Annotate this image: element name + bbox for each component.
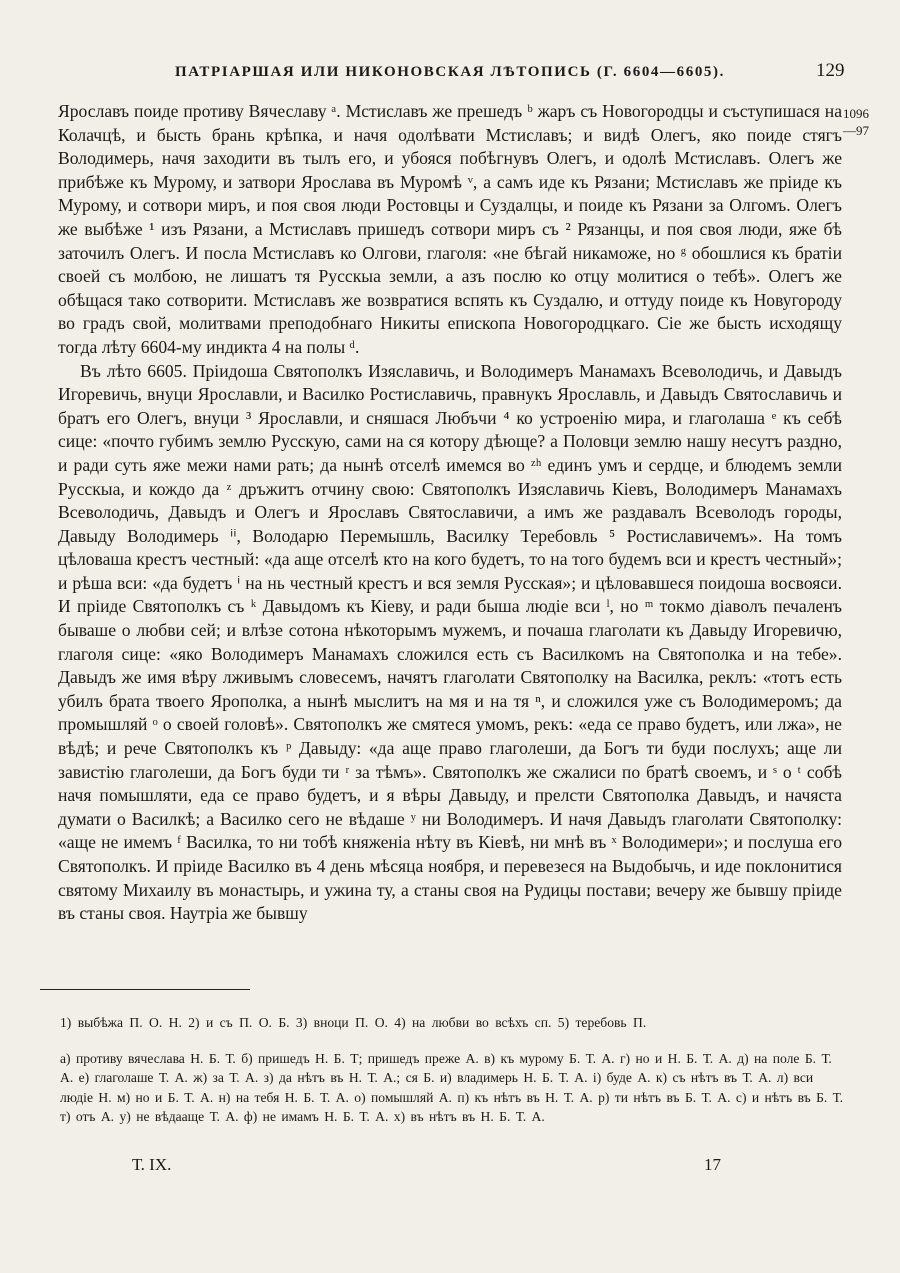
page-number: 129 [816,60,845,81]
running-title: ПАТРІАРШАЯ ИЛИ НИКОНОВСКАЯ ЛѢТОПИСЬ (Г. 6604—6605). [175,64,725,80]
main-text [58,100,842,926]
footnote-divider [40,989,250,990]
sheet-signature: 17 [704,1155,721,1174]
margin-year-bottom: —97 [843,123,869,138]
footnotes-lettered: а) противу вячеслава Н. Б. Т. б) пришедъ Н. Б. Т; пришедъ преже А. в) къ мурому Б. Т. А. г) но и Н. Б. Т. А. д) на поле Б. Т. А. е) глаголаше Т. А. ж) за Т. А. з) да нѣтъ въ Н. Т. А.; ся Б. и) владимерь Н. Б. Т. А. і) буде А. к) съ нѣтъ въ Т. А. л) вси людіе Н. м) но и Б. Т. А. н) на тебя Н. Б. Т. А. о) помышляй А. п) къ нѣтъ въ Н. Т. А. р) ти нѣтъ въ Б. Т. А. с) и нѣтъ въ Б. Т. т) отъ А. у) не вѣдааще Т. А. ф) не имамъ Н. Б. Т. А. х) въ нѣтъ въ Н. Б. Т. А. [60,1051,844,1125]
footnotes-numeric: 1) выбѣжа П. О. Н. 2) и съ П. О. Б. 3) вноци П. О. 4) на любви во всѣхъ сп. 5) теребовь П. [60,1015,647,1030]
margin-year-top: 1096 [843,106,869,121]
paragraph-year-6605: Въ лѣто 6605. Пріидоша Святополкъ Изяславичь, и Володимеръ Манамахъ Всеволодичь, и Давыдъ Игоревичь, внуци Ярославли, и Василко Ростиславичь, правнукъ Ярославль, и Давыдъ Святославичь и братъ его Олегъ, внуци ³ Ярославли, и сняшася Любъчи ⁴ ко устроенію мира, и глаголаша ᵉ къ себѣ сице: «почто губимъ землю Русскую, сами на ся котору дѣюще? а Половци землю нашу несутъ раздно, и ради суть яже межи нами рать; да нынѣ отселѣ имемся во ᶻʰ единъ умъ и сердце, и блюдемъ земли Русскыа, и кождо да ᶻ дръжитъ отчину свою: Святополкъ Изяславичь Кіевъ, Володимеръ Манамахъ Всеволодичь, Давыдъ и Олегъ и Ярославъ Святославичи, а имъ же раздавалъ Всеволодъ городы, Давыду Володимерь ⁱⁱ, Володарю Перемышль, Василку Теребовль ⁵ Ростиславичемъ». На томъ цѣловаша крестъ честный: «да аще отселѣ кто на кого будетъ, то на того будемъ вси и крестъ честный»; и рѣша вси: «да будетъ ⁱ на нь честный крестъ и вся земля Русская»; и цѣловавшеся поидоша восвояси. И пріиде Святополкъ съ ᵏ Давыдомъ къ Кіеву, и ради быша людіе вси ˡ, но ᵐ токмо діаволъ печаленъ бываше о любви сей; и влѣзе сотона нѣкоторымъ мужемъ, и почаша глаголати къ Давыду Игоревичю, глаголя сице: «яко Володимеръ Манамахъ сложился есть съ Василкомъ на Святополка и на тебе». Давыдъ же имя вѣру лживымъ словесемъ, начятъ глаголати Святополку на Василка, реклъ: «тотъ есть убилъ брата твоего Ярополка, а нынѣ мыслитъ на мя и на тя ⁿ, и сложился уже съ Володимеромъ; да промышляй ᵒ о своей головѣ». Святополкъ же смятеся умомъ, рекъ: «еда се право будетъ, или лжа», не вѣдѣ; и рече Святополкъ къ ᵖ Давыду: «да аще право глаголеши, да Богъ ти буди послухъ; аще ли завистію глаголеши, да Богъ буди ти ʳ за тѣмъ». Святополкъ же сжалиси по братѣ своемъ, и ˢ о ᵗ собѣ начя помышляти, еда се право будетъ, и я вѣры Давыду, и прелсти Святополка Давыдъ, и начяста думати о Василкѣ; а Василко сего не вѣдаше ʸ ни Володимеръ. И начя Давыдъ глаголати Святополку: «аще не имемъ ᶠ Василка, то ни тобѣ княженіа нѣту въ Кіевѣ, ни мнѣ въ ˣ Володимери»; и послуша его Святополкъ. И пріиде Василко въ 4 день мѣсяца ноября, и перевезеся на Выдобычь, и иде поклонитися святому Михаилу въ монастырь, и ужина ту, а станы своя на Рудицы постави; вечеру же бывшу пріиде въ станы своя. Наутріа же бывшу [58,360,842,924]
volume-signature: Т. IX. [132,1155,172,1174]
paragraph-year-6604: Ярославъ поиде противу Вячеславу ᵃ. Мстиславъ же прешедъ ᵇ жаръ съ Новогородцы и съступишася на Колачцѣ, и бысть брань крѣпка, и начя одолѣвати Мстиславъ; и видѣ Олегъ, яко поиде стягъ Володимерь, начя заходити въ тылъ его, и убояся побѣгнувъ Олегъ, и одолѣ Мстиславъ. Олегъ же прибѣже къ Мурому, и затвори Ярослава въ Муромѣ ᵛ, а самъ иде къ Рязани; Мстиславъ же пріиде къ Мурому, и сотвори миръ, и поя своя люди Ростовцы и Суздалцы, и поиде къ Рязани за Олгомъ. Олегъ же выбѣже ¹ изъ Рязани, а Мстиславъ пришедъ сотвори миръ съ ² Рязанцы, и поя своя люди, яже бѣ заточилъ Олегъ. И посла Мстиславъ ко Олгови, глаголя: «не бѣгай никаможе, но ᵍ обошлися къ братіи своей съ молбою, не лишатъ тя Русскыа земли, а азъ послю ко отцу молитися о тебѣ». Олегъ же обѣщася тако сотворити. Мстиславъ же возвратися вспять къ Суздалю, и оттуду поиде къ Новугороду во градъ свой, молитвами преподобнаго Никиты епископа Новогородцкаго. Сіе же бысть исходящу тогда лѣту 6604-му индикта 4 на полы ᵈ. [58,101,842,357]
